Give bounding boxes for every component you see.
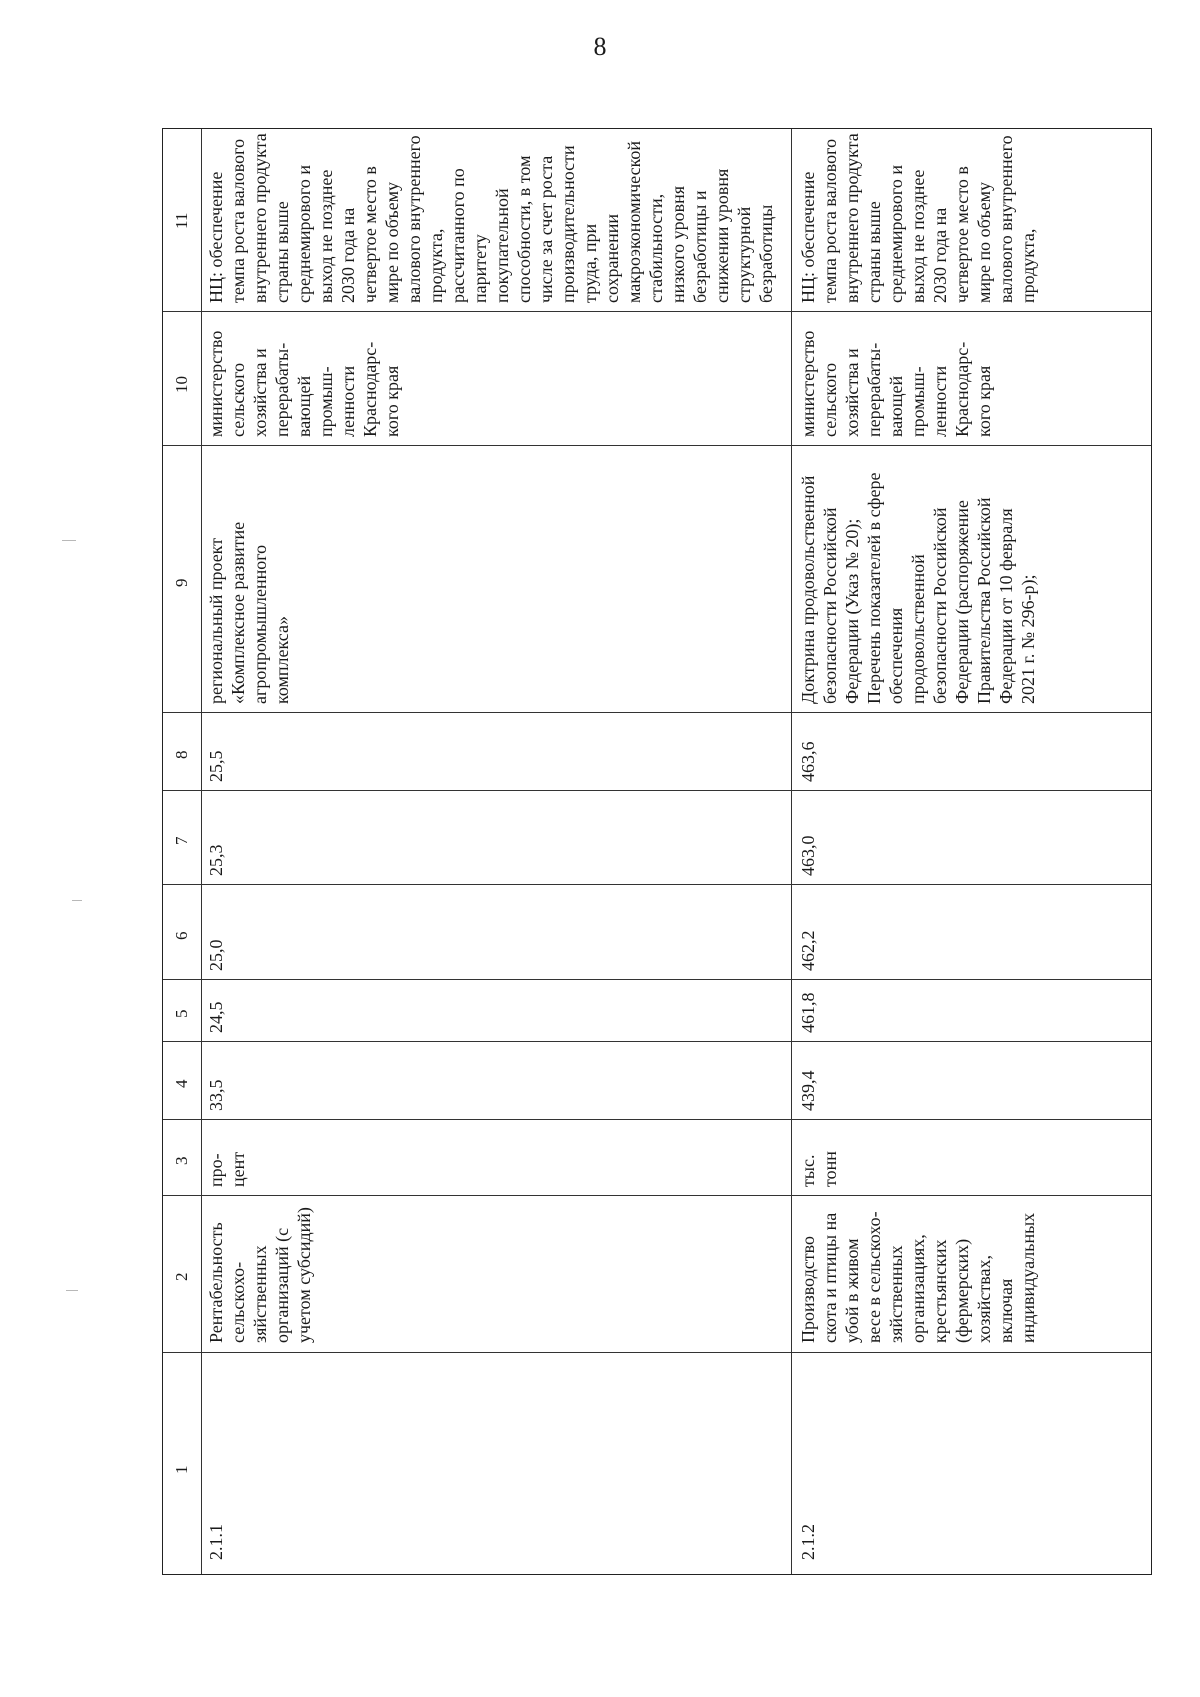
header-col-4: 4 [172, 1079, 191, 1088]
row2-value-col6: 462,2 [798, 930, 818, 971]
page-number: 8 [593, 32, 607, 61]
header-col-2: 2 [172, 1272, 191, 1281]
row2-document: Доктрина продовольственной безопасности Российской Федерации (Указ № 20); Перечень показателей в сфере обеспечения продовольственной безопасности Российской Федерации (распоряжение Правительства Российской Федерации от 10 февраля 2021 г. № 296-р); [798, 472, 1038, 704]
scan-mark [66, 1290, 78, 1291]
header-col-1: 1 [172, 1465, 191, 1474]
col-divider-7-8 [163, 790, 1151, 791]
header-divider [201, 129, 202, 1574]
row2-value-col4: 439,4 [798, 1070, 818, 1111]
col-divider-10-11 [163, 311, 1151, 312]
row2-indicator-name: Производство скота и птицы на убой в живом весе в сельскохо- зяйственных организациях, крестьянских (фермерских) хозяйствах, включая индивидуальных [798, 1211, 1038, 1343]
row2-value-col5: 461,8 [798, 992, 818, 1033]
header-col-9: 9 [172, 578, 191, 587]
scan-mark [62, 540, 76, 541]
row2-responsible: министерство сельского хозяйства и перерабаты- вающей промыш- ленности Краснодарс- кого края [798, 330, 994, 437]
header-col-10: 10 [172, 376, 191, 393]
row-divider [791, 129, 792, 1574]
col-divider-5-6 [163, 979, 1151, 980]
col-divider-4-5 [163, 1041, 1151, 1042]
header-col-11: 11 [172, 212, 191, 229]
row1-value-col7: 25,3 [206, 844, 226, 876]
col-divider-2-3 [163, 1195, 1151, 1196]
row1-value-col8: 25,5 [206, 750, 226, 782]
col-divider-3-4 [163, 1119, 1151, 1120]
row2-number: 2.1.2 [798, 1524, 818, 1560]
row1-responsible: министерство сельского хозяйства и перерабаты- вающей промыш- ленности Краснодарс- кого края [206, 330, 402, 437]
row1-value-col5: 24,5 [206, 1001, 226, 1033]
row1-value-col6: 25,0 [206, 939, 226, 971]
row1-number: 2.1.1 [206, 1524, 226, 1560]
scan-mark [72, 900, 82, 901]
row2-unit: тыс. тонн [798, 1151, 840, 1187]
col-divider-1-2 [163, 1352, 1151, 1353]
col-divider-6-7 [163, 884, 1151, 885]
row1-unit: про- цент [206, 1151, 248, 1187]
header-col-3: 3 [172, 1156, 191, 1165]
row1-national-goal: НЦ: обеспечение темпа роста валового внутреннего продукта страны выше среднемирового и выход не позднее 2030 года на четвертое место в мире по объему валового внутреннего продукта, рассчитанного по паритету покупательной способности, в том числе за счет роста производительности труда, при сохранении макроэкономической стабильности, низкого уровня безработицы и снижении уровня структурной безработицы [206, 133, 776, 303]
row2-national-goal: НЦ: обеспечение темпа роста валового внутреннего продукта страны выше среднемирового и выход не позднее 2030 года на четвертое место в мире по объему валового внутреннего продукта, [798, 133, 1038, 303]
row1-document: региональный проект «Комплексное развитие агропромышленного комплекса» [206, 521, 292, 704]
header-col-5: 5 [172, 1009, 191, 1018]
row1-indicator-name: Рентабельность сельскохо- зяйственных организаций (с учетом субсидий) [206, 1207, 314, 1343]
row2-value-col7: 463,0 [798, 835, 818, 876]
indicators-table [162, 128, 1152, 1575]
col-divider-8-9 [163, 712, 1151, 713]
col-divider-9-10 [163, 445, 1151, 446]
header-col-6: 6 [172, 931, 191, 940]
header-col-7: 7 [172, 836, 191, 845]
row2-value-col8: 463,6 [798, 741, 818, 782]
header-col-8: 8 [172, 750, 191, 759]
row1-value-col4: 33,5 [206, 1079, 226, 1111]
